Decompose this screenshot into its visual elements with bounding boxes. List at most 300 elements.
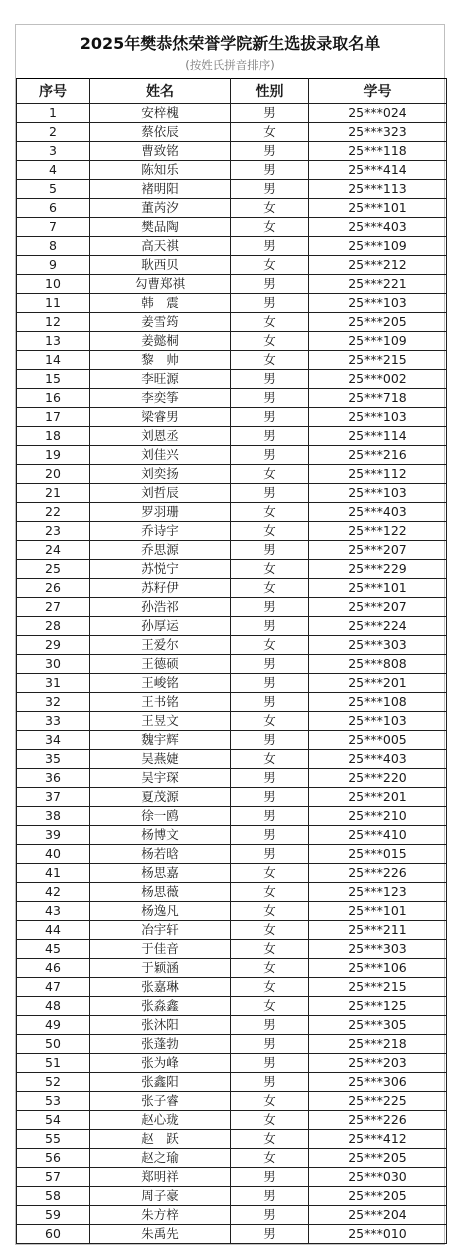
cell-gender: 男 (231, 769, 309, 788)
cell-seq: 11 (17, 294, 90, 313)
cell-student-id: 25***204 (309, 1206, 447, 1225)
cell-name: 陈知乐 (90, 161, 231, 180)
table-row (17, 199, 447, 218)
cell-student-id: 25***229 (309, 560, 447, 579)
cell-gender: 女 (231, 503, 309, 522)
table-row (17, 1130, 447, 1149)
cell-gender: 女 (231, 1149, 309, 1168)
table-row (17, 750, 447, 769)
cell-gender: 女 (231, 351, 309, 370)
cell-student-id: 25***030 (309, 1168, 447, 1187)
cell-name: 朱方梓 (90, 1206, 231, 1225)
cell-seq: 16 (17, 389, 90, 408)
cell-gender: 男 (231, 1225, 309, 1244)
cell-student-id: 25***114 (309, 427, 447, 446)
cell-gender: 男 (231, 237, 309, 256)
table-row (17, 123, 447, 142)
table-row (17, 332, 447, 351)
cell-gender: 男 (231, 389, 309, 408)
cell-student-id: 25***205 (309, 1149, 447, 1168)
cell-seq: 33 (17, 712, 90, 731)
table-row (17, 408, 447, 427)
cell-name: 刘奕扬 (90, 465, 231, 484)
cell-seq: 30 (17, 655, 90, 674)
cell-seq: 36 (17, 769, 90, 788)
cell-student-id: 25***303 (309, 636, 447, 655)
admission-table (16, 78, 447, 1244)
cell-seq: 17 (17, 408, 90, 427)
table-row (17, 484, 447, 503)
table-row (17, 598, 447, 617)
cell-student-id: 25***010 (309, 1225, 447, 1244)
cell-name: 蔡依辰 (90, 123, 231, 142)
cell-name: 王德硕 (90, 655, 231, 674)
cell-seq: 22 (17, 503, 90, 522)
cell-seq: 4 (17, 161, 90, 180)
cell-student-id: 25***207 (309, 541, 447, 560)
cell-student-id: 25***403 (309, 218, 447, 237)
table-body (17, 104, 447, 1244)
cell-gender: 男 (231, 674, 309, 693)
table-row (17, 674, 447, 693)
table-row (17, 351, 447, 370)
cell-seq: 3 (17, 142, 90, 161)
cell-student-id: 25***103 (309, 484, 447, 503)
table-row (17, 883, 447, 902)
cell-name: 黎 帅 (90, 351, 231, 370)
cell-gender: 女 (231, 313, 309, 332)
cell-gender: 男 (231, 1016, 309, 1035)
cell-student-id: 25***205 (309, 313, 447, 332)
cell-name: 王昱文 (90, 712, 231, 731)
cell-name: 梁睿男 (90, 408, 231, 427)
cell-gender: 男 (231, 807, 309, 826)
cell-student-id: 25***118 (309, 142, 447, 161)
cell-gender: 女 (231, 978, 309, 997)
table-row (17, 218, 447, 237)
cell-student-id: 25***414 (309, 161, 447, 180)
cell-seq: 53 (17, 1092, 90, 1111)
cell-student-id: 25***109 (309, 332, 447, 351)
cell-name: 杨逸凡 (90, 902, 231, 921)
cell-name: 刘恩丞 (90, 427, 231, 446)
cell-gender: 女 (231, 579, 309, 598)
cell-gender: 女 (231, 332, 309, 351)
cell-name: 张嘉琳 (90, 978, 231, 997)
cell-name: 褚明阳 (90, 180, 231, 199)
table-row (17, 313, 447, 332)
cell-gender: 女 (231, 199, 309, 218)
cell-student-id: 25***101 (309, 579, 447, 598)
table-row (17, 465, 447, 484)
cell-seq: 40 (17, 845, 90, 864)
cell-seq: 54 (17, 1111, 90, 1130)
cell-gender: 男 (231, 1187, 309, 1206)
table-row (17, 902, 447, 921)
cell-student-id: 25***224 (309, 617, 447, 636)
cell-gender: 男 (231, 275, 309, 294)
cell-student-id: 25***201 (309, 788, 447, 807)
cell-name: 董芮汐 (90, 199, 231, 218)
table-row (17, 788, 447, 807)
table-row (17, 1168, 447, 1187)
cell-student-id: 25***113 (309, 180, 447, 199)
cell-name: 吴宇琛 (90, 769, 231, 788)
table-row (17, 104, 447, 123)
cell-seq: 20 (17, 465, 90, 484)
cell-seq: 37 (17, 788, 90, 807)
cell-name: 赵心珑 (90, 1111, 231, 1130)
cell-name: 耿西贝 (90, 256, 231, 275)
table-row (17, 142, 447, 161)
cell-student-id: 25***220 (309, 769, 447, 788)
cell-name: 乔诗宇 (90, 522, 231, 541)
cell-seq: 7 (17, 218, 90, 237)
table-row (17, 997, 447, 1016)
cell-name: 安梓槐 (90, 104, 231, 123)
cell-name: 刘哲辰 (90, 484, 231, 503)
table-row (17, 636, 447, 655)
cell-name: 徐一鸥 (90, 807, 231, 826)
cell-seq: 27 (17, 598, 90, 617)
cell-gender: 女 (231, 940, 309, 959)
table-row (17, 161, 447, 180)
cell-name: 赵 跃 (90, 1130, 231, 1149)
cell-name: 吴燕婕 (90, 750, 231, 769)
table-row (17, 1206, 447, 1225)
cell-name: 冶宇轩 (90, 921, 231, 940)
cell-seq: 21 (17, 484, 90, 503)
cell-name: 杨思薇 (90, 883, 231, 902)
cell-student-id: 25***125 (309, 997, 447, 1016)
cell-name: 姜懿桐 (90, 332, 231, 351)
cell-seq: 48 (17, 997, 90, 1016)
cell-student-id: 25***306 (309, 1073, 447, 1092)
cell-student-id: 25***221 (309, 275, 447, 294)
cell-seq: 45 (17, 940, 90, 959)
cell-gender: 男 (231, 446, 309, 465)
cell-gender: 女 (231, 997, 309, 1016)
cell-name: 苏悦宁 (90, 560, 231, 579)
table-row (17, 180, 447, 199)
table-row (17, 1225, 447, 1244)
table-row (17, 655, 447, 674)
cell-gender: 男 (231, 788, 309, 807)
cell-seq: 25 (17, 560, 90, 579)
cell-seq: 50 (17, 1035, 90, 1054)
table-row (17, 826, 447, 845)
cell-gender: 女 (231, 522, 309, 541)
cell-gender: 男 (231, 484, 309, 503)
cell-student-id: 25***216 (309, 446, 447, 465)
cell-name: 王书铭 (90, 693, 231, 712)
cell-student-id: 25***305 (309, 1016, 447, 1035)
table-row (17, 1092, 447, 1111)
table-row (17, 1035, 447, 1054)
table-row (17, 446, 447, 465)
cell-name: 张鑫阳 (90, 1073, 231, 1092)
page-title: 2025年樊恭烋荣誉学院新生选拔录取名单 (79, 34, 381, 53)
cell-gender: 男 (231, 161, 309, 180)
cell-student-id: 25***103 (309, 712, 447, 731)
cell-gender: 男 (231, 408, 309, 427)
table-row (17, 1016, 447, 1035)
cell-student-id: 25***112 (309, 465, 447, 484)
column-header-student-id: 学号 (309, 79, 447, 104)
cell-seq: 46 (17, 959, 90, 978)
cell-gender: 男 (231, 294, 309, 313)
cell-gender: 女 (231, 959, 309, 978)
cell-name: 李奕筝 (90, 389, 231, 408)
cell-seq: 6 (17, 199, 90, 218)
table-row (17, 864, 447, 883)
table-row (17, 1149, 447, 1168)
cell-student-id: 25***005 (309, 731, 447, 750)
cell-name: 姜雪筠 (90, 313, 231, 332)
cell-gender: 女 (231, 921, 309, 940)
cell-gender: 男 (231, 826, 309, 845)
cell-student-id: 25***109 (309, 237, 447, 256)
table-row (17, 712, 447, 731)
cell-name: 韩 震 (90, 294, 231, 313)
table-row (17, 845, 447, 864)
cell-name: 于佳音 (90, 940, 231, 959)
cell-seq: 26 (17, 579, 90, 598)
cell-student-id: 25***218 (309, 1035, 447, 1054)
cell-seq: 59 (17, 1206, 90, 1225)
cell-seq: 13 (17, 332, 90, 351)
cell-seq: 9 (17, 256, 90, 275)
cell-seq: 28 (17, 617, 90, 636)
cell-seq: 29 (17, 636, 90, 655)
cell-seq: 10 (17, 275, 90, 294)
cell-name: 杨博文 (90, 826, 231, 845)
cell-gender: 女 (231, 902, 309, 921)
cell-name: 勾曹郑祺 (90, 275, 231, 294)
cell-student-id: 25***215 (309, 978, 447, 997)
cell-student-id: 25***205 (309, 1187, 447, 1206)
cell-name: 夏茂源 (90, 788, 231, 807)
table-row (17, 1187, 447, 1206)
cell-gender: 女 (231, 1092, 309, 1111)
cell-gender: 女 (231, 1111, 309, 1130)
cell-student-id: 25***226 (309, 864, 447, 883)
cell-gender: 女 (231, 883, 309, 902)
cell-name: 魏宇辉 (90, 731, 231, 750)
cell-gender: 男 (231, 1073, 309, 1092)
cell-gender: 男 (231, 1168, 309, 1187)
cell-student-id: 25***410 (309, 826, 447, 845)
cell-seq: 31 (17, 674, 90, 693)
table-row (17, 769, 447, 788)
table-row (17, 940, 447, 959)
cell-student-id: 25***122 (309, 522, 447, 541)
table-row (17, 731, 447, 750)
cell-name: 王爱尔 (90, 636, 231, 655)
cell-seq: 5 (17, 180, 90, 199)
cell-gender: 男 (231, 427, 309, 446)
table-row (17, 617, 447, 636)
table-row (17, 541, 447, 560)
cell-student-id: 25***103 (309, 408, 447, 427)
cell-gender: 男 (231, 598, 309, 617)
cell-name: 张蓬勃 (90, 1035, 231, 1054)
cell-name: 孙浩祁 (90, 598, 231, 617)
cell-student-id: 25***215 (309, 351, 447, 370)
cell-seq: 8 (17, 237, 90, 256)
cell-student-id: 25***225 (309, 1092, 447, 1111)
cell-gender: 男 (231, 617, 309, 636)
cell-student-id: 25***323 (309, 123, 447, 142)
cell-name: 罗羽珊 (90, 503, 231, 522)
cell-seq: 55 (17, 1130, 90, 1149)
cell-name: 王峻铭 (90, 674, 231, 693)
column-header-seq: 序号 (17, 79, 90, 104)
cell-gender: 女 (231, 1130, 309, 1149)
table-row (17, 389, 447, 408)
cell-gender: 女 (231, 864, 309, 883)
cell-seq: 38 (17, 807, 90, 826)
cell-name: 高天祺 (90, 237, 231, 256)
cell-name: 于颖涵 (90, 959, 231, 978)
cell-seq: 44 (17, 921, 90, 940)
cell-name: 朱禹先 (90, 1225, 231, 1244)
cell-name: 刘佳兴 (90, 446, 231, 465)
cell-student-id: 25***002 (309, 370, 447, 389)
column-header-gender: 性别 (231, 79, 309, 104)
cell-seq: 43 (17, 902, 90, 921)
table-row (17, 275, 447, 294)
cell-student-id: 25***103 (309, 294, 447, 313)
cell-student-id: 25***108 (309, 693, 447, 712)
cell-seq: 19 (17, 446, 90, 465)
cell-seq: 49 (17, 1016, 90, 1035)
cell-name: 杨思嘉 (90, 864, 231, 883)
cell-student-id: 25***403 (309, 750, 447, 769)
cell-name: 苏籽伊 (90, 579, 231, 598)
cell-seq: 14 (17, 351, 90, 370)
table-row (17, 978, 447, 997)
cell-seq: 60 (17, 1225, 90, 1244)
cell-seq: 42 (17, 883, 90, 902)
cell-student-id: 25***303 (309, 940, 447, 959)
table-row (17, 921, 447, 940)
cell-gender: 女 (231, 560, 309, 579)
page-subtitle: (按姓氏拼音排序) (185, 58, 275, 72)
cell-seq: 58 (17, 1187, 90, 1206)
table-row (17, 294, 447, 313)
cell-student-id: 25***101 (309, 902, 447, 921)
cell-seq: 35 (17, 750, 90, 769)
table-row (17, 1054, 447, 1073)
cell-gender: 女 (231, 256, 309, 275)
cell-gender: 男 (231, 1035, 309, 1054)
cell-gender: 男 (231, 1206, 309, 1225)
cell-gender: 女 (231, 465, 309, 484)
cell-seq: 51 (17, 1054, 90, 1073)
cell-gender: 男 (231, 731, 309, 750)
cell-seq: 34 (17, 731, 90, 750)
cell-gender: 男 (231, 541, 309, 560)
cell-student-id: 25***101 (309, 199, 447, 218)
cell-name: 曹致铭 (90, 142, 231, 161)
cell-name: 张子睿 (90, 1092, 231, 1111)
cell-student-id: 25***718 (309, 389, 447, 408)
cell-gender: 女 (231, 123, 309, 142)
cell-student-id: 25***211 (309, 921, 447, 940)
cell-seq: 56 (17, 1149, 90, 1168)
cell-gender: 男 (231, 370, 309, 389)
table-row (17, 579, 447, 598)
table-row (17, 256, 447, 275)
column-header-name: 姓名 (90, 79, 231, 104)
cell-seq: 39 (17, 826, 90, 845)
cell-gender: 男 (231, 142, 309, 161)
cell-student-id: 25***201 (309, 674, 447, 693)
cell-gender: 男 (231, 1054, 309, 1073)
cell-student-id: 25***212 (309, 256, 447, 275)
cell-gender: 女 (231, 636, 309, 655)
cell-seq: 1 (17, 104, 90, 123)
cell-student-id: 25***412 (309, 1130, 447, 1149)
cell-seq: 18 (17, 427, 90, 446)
cell-name: 张沐阳 (90, 1016, 231, 1035)
cell-gender: 男 (231, 104, 309, 123)
cell-student-id: 25***403 (309, 503, 447, 522)
cell-seq: 32 (17, 693, 90, 712)
table-row (17, 693, 447, 712)
cell-name: 樊品陶 (90, 218, 231, 237)
cell-student-id: 25***123 (309, 883, 447, 902)
cell-name: 李旺源 (90, 370, 231, 389)
cell-gender: 男 (231, 693, 309, 712)
cell-seq: 57 (17, 1168, 90, 1187)
table-row (17, 807, 447, 826)
table-row (17, 237, 447, 256)
cell-student-id: 25***203 (309, 1054, 447, 1073)
cell-student-id: 25***808 (309, 655, 447, 674)
cell-seq: 12 (17, 313, 90, 332)
cell-name: 周子豪 (90, 1187, 231, 1206)
cell-name: 张淼鑫 (90, 997, 231, 1016)
table-row (17, 522, 447, 541)
cell-name: 张为峰 (90, 1054, 231, 1073)
cell-student-id: 25***210 (309, 807, 447, 826)
cell-student-id: 25***207 (309, 598, 447, 617)
cell-student-id: 25***106 (309, 959, 447, 978)
cell-seq: 52 (17, 1073, 90, 1092)
cell-name: 乔思源 (90, 541, 231, 560)
cell-student-id: 25***226 (309, 1111, 447, 1130)
table-row (17, 503, 447, 522)
table-row (17, 427, 447, 446)
table-row (17, 1073, 447, 1092)
cell-seq: 24 (17, 541, 90, 560)
cell-gender: 女 (231, 218, 309, 237)
table-row (17, 560, 447, 579)
cell-gender: 女 (231, 712, 309, 731)
cell-seq: 41 (17, 864, 90, 883)
cell-student-id: 25***024 (309, 104, 447, 123)
cell-seq: 23 (17, 522, 90, 541)
cell-gender: 男 (231, 845, 309, 864)
cell-name: 杨若晗 (90, 845, 231, 864)
cell-seq: 15 (17, 370, 90, 389)
cell-seq: 47 (17, 978, 90, 997)
admission-list-sheet (15, 24, 445, 1245)
cell-student-id: 25***015 (309, 845, 447, 864)
cell-name: 郑明祥 (90, 1168, 231, 1187)
